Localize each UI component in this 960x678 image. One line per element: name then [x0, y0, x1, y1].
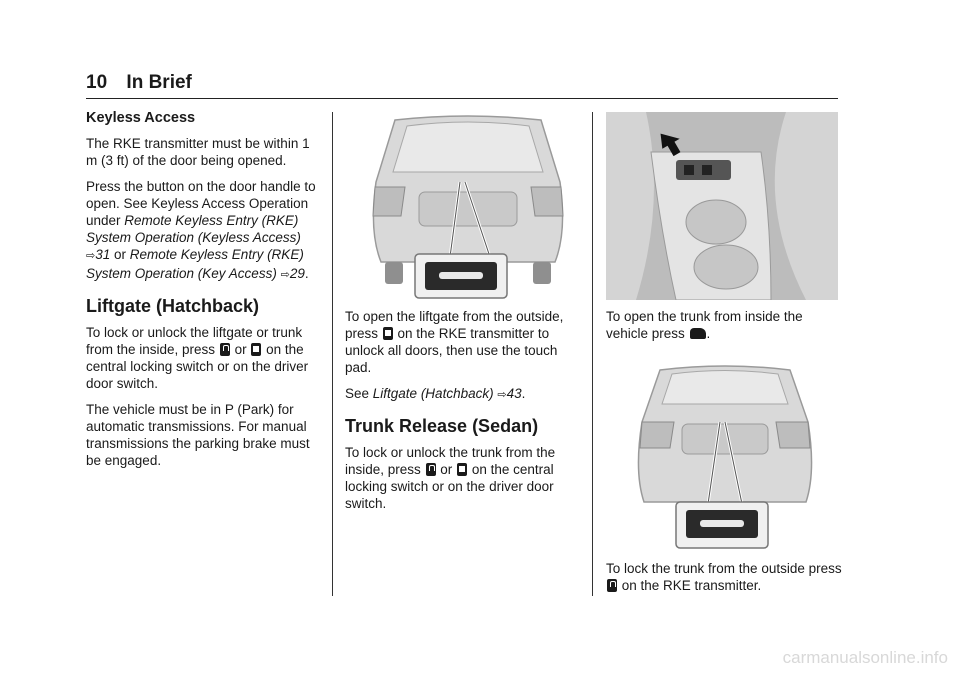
page-ref[interactable]: 31 — [95, 247, 111, 262]
cross-reference[interactable]: Liftgate (Hatchback) — [372, 386, 494, 401]
header-rule — [86, 98, 838, 99]
paragraph — [86, 401, 320, 469]
vehicle-icon — [690, 328, 706, 339]
text: or — [436, 462, 457, 477]
paragraph — [86, 178, 320, 284]
column-divider — [592, 112, 593, 596]
lock-icon — [607, 579, 617, 592]
column-divider — [332, 112, 333, 596]
paragraph — [345, 308, 577, 376]
unlock-icon — [383, 327, 393, 340]
text: To lock the trunk from the outside press — [606, 561, 842, 576]
column-2 — [345, 308, 577, 521]
paragraph — [86, 324, 320, 392]
unlock-icon — [251, 343, 261, 356]
page-ref[interactable]: 43 — [506, 386, 522, 401]
text: Press the button on the door handle to open. See Keyless Access Operation under — [86, 179, 316, 228]
text: on the central locking switch or on the driver door switch. — [86, 342, 309, 391]
page-ref-arrow: ⇨ — [497, 389, 507, 401]
text: . — [521, 386, 526, 401]
sedan-rear-illustration — [630, 362, 820, 552]
text: or — [110, 247, 130, 262]
column-3-lower — [606, 560, 842, 603]
text: . — [706, 326, 711, 341]
text: To lock or unlock the liftgate or trunk from the inside, press — [86, 325, 303, 357]
watermark: carmanualsonline.info — [782, 648, 948, 667]
column-3 — [606, 308, 842, 351]
unlock-icon — [457, 463, 467, 476]
page-number: 10 — [86, 72, 108, 93]
section-title: In Brief — [126, 72, 192, 93]
paragraph — [345, 385, 577, 404]
text: The RKE transmitter must be within 1 m (3 ft) of the door being opened. — [86, 136, 310, 168]
page-ref[interactable]: 29 — [289, 266, 305, 281]
text: . — [304, 266, 309, 281]
text: To lock or unlock the trunk from the inside, press — [345, 445, 556, 477]
cross-reference[interactable]: Remote Keyless Entry (RKE) System Operation (Key Access) — [86, 247, 304, 281]
text: on the RKE transmitter. — [618, 578, 762, 593]
interior-console-illustration — [606, 112, 838, 300]
heading-trunk-release: Trunk Release (Sedan) — [345, 416, 539, 436]
hatchback-rear-illustration — [355, 112, 581, 302]
lock-icon — [220, 343, 230, 356]
cross-reference[interactable]: Remote Keyless Entry (RKE) System Operation (Keyless Access) — [86, 213, 301, 245]
text: on the central locking switch or on the driver door switch. — [345, 462, 554, 511]
paragraph — [606, 308, 842, 342]
text: The vehicle must be in P (Park) for automatic transmissions. For manual transmissions the parking brake must be engaged. — [86, 402, 310, 468]
page-ref-arrow: ⇨ — [280, 269, 290, 281]
heading-liftgate: Liftgate (Hatchback) — [86, 296, 260, 316]
heading-keyless-access: Keyless Access — [86, 110, 196, 126]
text: To open the liftgate from the outside, press — [345, 309, 564, 341]
text: or — [230, 342, 251, 357]
column-1 — [86, 110, 320, 478]
paragraph — [606, 560, 842, 594]
paragraph — [345, 444, 577, 512]
page-header — [86, 72, 192, 94]
text: To open the trunk from inside the vehicle press — [606, 309, 803, 341]
page-ref-arrow: ⇨ — [86, 250, 96, 262]
lock-icon — [426, 463, 436, 476]
text: See — [345, 386, 373, 401]
text: on the RKE transmitter to unlock all doors, then use the touch pad. — [345, 326, 558, 375]
paragraph — [86, 135, 320, 169]
